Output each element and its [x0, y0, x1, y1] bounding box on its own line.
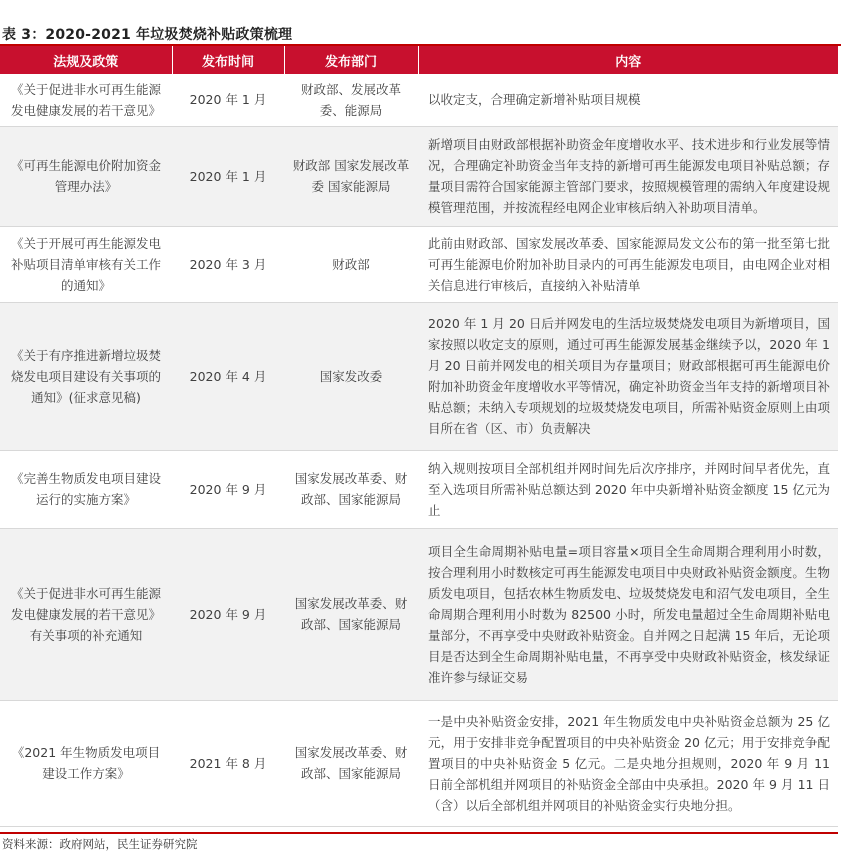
header-law: 法规及政策	[0, 46, 172, 74]
date-cell: 2020 年 1 月	[172, 126, 284, 226]
source-note: 资料来源：政府网站，民生证券研究院	[2, 837, 198, 851]
dept-cell: 财政部、发展改革委、能源局	[284, 74, 418, 126]
table-row	[0, 74, 838, 126]
dept-cell: 国家发改委	[284, 302, 418, 450]
table-row	[0, 700, 838, 826]
bottom-rule	[0, 832, 838, 834]
content-cell: 新增项目由财政部根据补助资金年度增收水平、技术进步和行业发展等情况，合理确定补助资金当年支持的新增可再生能源发电项目补贴总额；存量项目需符合国家能源主管部门要求，按照规模管理的需纳入年度建设规模管理范围，并按流程经电网企业审核后纳入补助项目清单。	[418, 126, 838, 226]
dept-cell: 国家发展改革委、财政部、国家能源局	[284, 528, 418, 700]
dept-cell: 财政部	[284, 226, 418, 302]
table-row	[0, 450, 838, 528]
content-cell: 2020 年 1 月 20 日后并网发电的生活垃圾焚烧发电项目为新增项目，国家按照以收定支的原则，通过可再生能源发展基金继续予以，2020 年 1 月 20 日前并网发电的相关项目为存量项目；财政部根据可再生能源电价附加补助资金年度增收水平等情况，确定补助资金当年支持的新增项目补贴总额；未纳入专项规划的垃圾焚烧发电项目，所需补贴资金原则上由项目所在省（区、市）负责解决	[418, 302, 838, 450]
date-cell: 2020 年 9 月	[172, 450, 284, 528]
content-cell: 项目全生命周期补贴电量=项目容量×项目全生命周期合理利用小时数，按合理利用小时数核定可再生能源发电项目中央财政补贴资金额度。生物质发电项目，包括农林生物质发电、垃圾焚烧发电和沼气发电项目，全生命周期合理利用小时数为 82500 小时，所发电量超过全生命周期补贴电量部分，不再享受中央财政补贴资金。自并网之日起满 15 年后，无论项目是否达到全生命周期补贴电量，不再享受中央财政补贴资金，核发绿证准许参与绿证交易	[418, 528, 838, 700]
dept-cell: 国家发展改革委、财政部、国家能源局	[284, 700, 418, 826]
content-cell: 纳入规则按项目全部机组并网时间先后次序排序，并网时间早者优先，直至入选项目所需补贴总额达到 2020 年中央新增补贴资金额度 15 亿元为止	[418, 450, 838, 528]
dept-cell: 国家发展改革委、财政部、国家能源局	[284, 450, 418, 528]
date-cell: 2020 年 4 月	[172, 302, 284, 450]
law-cell: 《关于有序推进新增垃圾焚烧发电项目建设有关事项的通知》(征求意见稿)	[0, 302, 172, 450]
law-cell: 《关于促进非水可再生能源发电健康发展的若干意见》	[0, 74, 172, 126]
law-cell: 《关于促进非水可再生能源发电健康发展的若干意见》有关事项的补充通知	[0, 528, 172, 700]
law-cell: 《2021 年生物质发电项目建设工作方案》	[0, 700, 172, 826]
date-cell: 2020 年 3 月	[172, 226, 284, 302]
table-row	[0, 126, 838, 226]
law-cell: 《关于开展可再生能源发电补贴项目清单审核有关工作的通知》	[0, 226, 172, 302]
table-row	[0, 528, 838, 700]
policy-table	[0, 46, 838, 827]
date-cell: 2020 年 1 月	[172, 74, 284, 126]
header-date: 发布时间	[172, 46, 284, 74]
law-cell: 《可再生能源电价附加资金管理办法》	[0, 126, 172, 226]
table-header-row	[0, 46, 838, 74]
header-content: 内容	[418, 46, 838, 74]
law-cell: 《完善生物质发电项目建设运行的实施方案》	[0, 450, 172, 528]
table-title: 表 3：2020-2021 年垃圾焚烧补贴政策梳理	[2, 27, 293, 43]
table-row	[0, 226, 838, 302]
dept-cell: 财政部 国家发展改革委 国家能源局	[284, 126, 418, 226]
date-cell: 2020 年 9 月	[172, 528, 284, 700]
header-dept: 发布部门	[284, 46, 418, 74]
content-cell: 以收定支，合理确定新增补贴项目规模	[418, 74, 838, 126]
content-cell: 一是中央补贴资金安排，2021 年生物质发电中央补贴资金总额为 25 亿元，用于安排非竞争配置项目的中央补贴资金 20 亿元；用于安排竞争配置项目的中央补贴资金 5 亿元。二是央地分担规则，2020 年 9 月 11 日前全部机组并网项目的补贴资金全部由中央承担。2020 年 9 月 11 日（含）以后全部机组并网项目的补贴资金实行央地分担。	[418, 700, 838, 826]
date-cell: 2021 年 8 月	[172, 700, 284, 826]
content-cell: 此前由财政部、国家发展改革委、国家能源局发文公布的第一批至第七批可再生能源电价附加补助目录内的可再生能源发电项目，由电网企业对相关信息进行审核后，直接纳入补贴清单	[418, 226, 838, 302]
table-row	[0, 302, 838, 450]
